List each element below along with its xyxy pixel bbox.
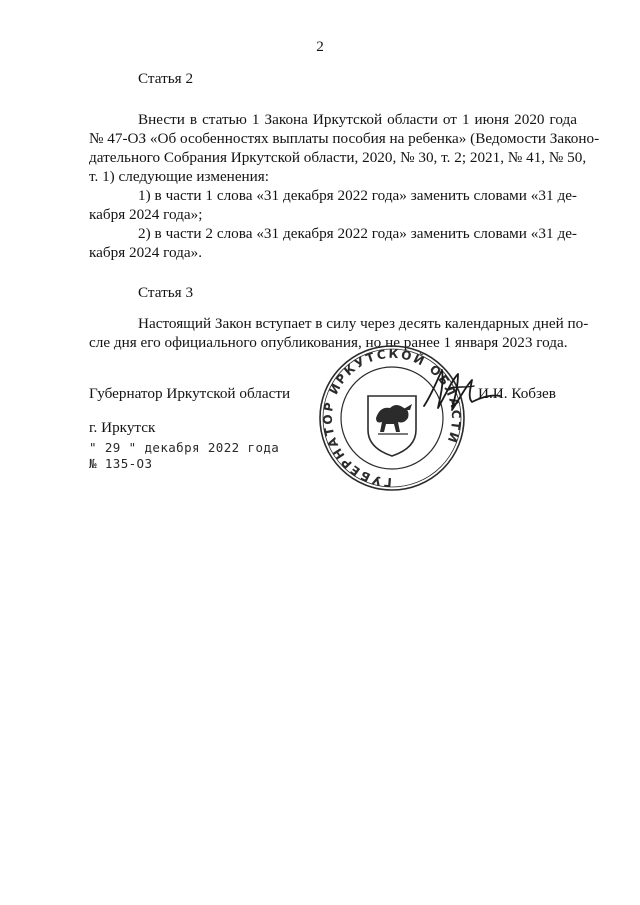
handwritten-signature xyxy=(420,358,504,414)
article-2-line: кабря 2024 года». xyxy=(89,244,203,261)
article-2-heading: Статья 2 xyxy=(138,70,194,87)
article-2-line: т. 1) следующие изменения: xyxy=(89,168,270,185)
city-label: г. Иркутск xyxy=(89,419,156,436)
date-stamp: " 29 " декабря 2022 года xyxy=(89,440,280,455)
article-3-line: сле дня его официального опубликования, но не ранее 1 января 2023 года. xyxy=(89,334,568,351)
article-3-heading: Статья 3 xyxy=(138,284,194,301)
governor-position: Губернатор Иркутской области xyxy=(89,385,291,402)
article-2-line: № 47-ОЗ «Об особенностях выплаты пособия на ребенка» (Ведомости Законо- xyxy=(89,130,600,147)
article-2-line: 2) в части 2 слова «31 декабря 2022 года» заменить словами «31 де- xyxy=(138,225,577,242)
svg-text:ГУБЕРНАТОР ИРКУТСКОЙ ОБЛАСТИ: ГУБЕРНАТОР ИРКУТСКОЙ ОБЛАСТИ xyxy=(320,346,464,490)
page-number: 2 xyxy=(316,38,324,55)
article-2-line: Внести в статью 1 Закона Иркутской области от 1 июня 2020 года xyxy=(138,111,577,128)
article-2-line: дательного Собрания Иркутской области, 2020, № 30, т. 2; 2021, № 41, № 50, xyxy=(89,149,587,166)
article-3-line: Настоящий Закон вступает в силу через десять календарных дней по- xyxy=(138,315,589,332)
article-2-line: 1) в части 1 слова «31 декабря 2022 года» заменить словами «31 де- xyxy=(138,187,577,204)
governor-name: И.И. Кобзев xyxy=(478,385,556,402)
law-number-stamp: № 135-ОЗ xyxy=(89,456,153,471)
article-2-line: кабря 2024 года»; xyxy=(89,206,203,223)
